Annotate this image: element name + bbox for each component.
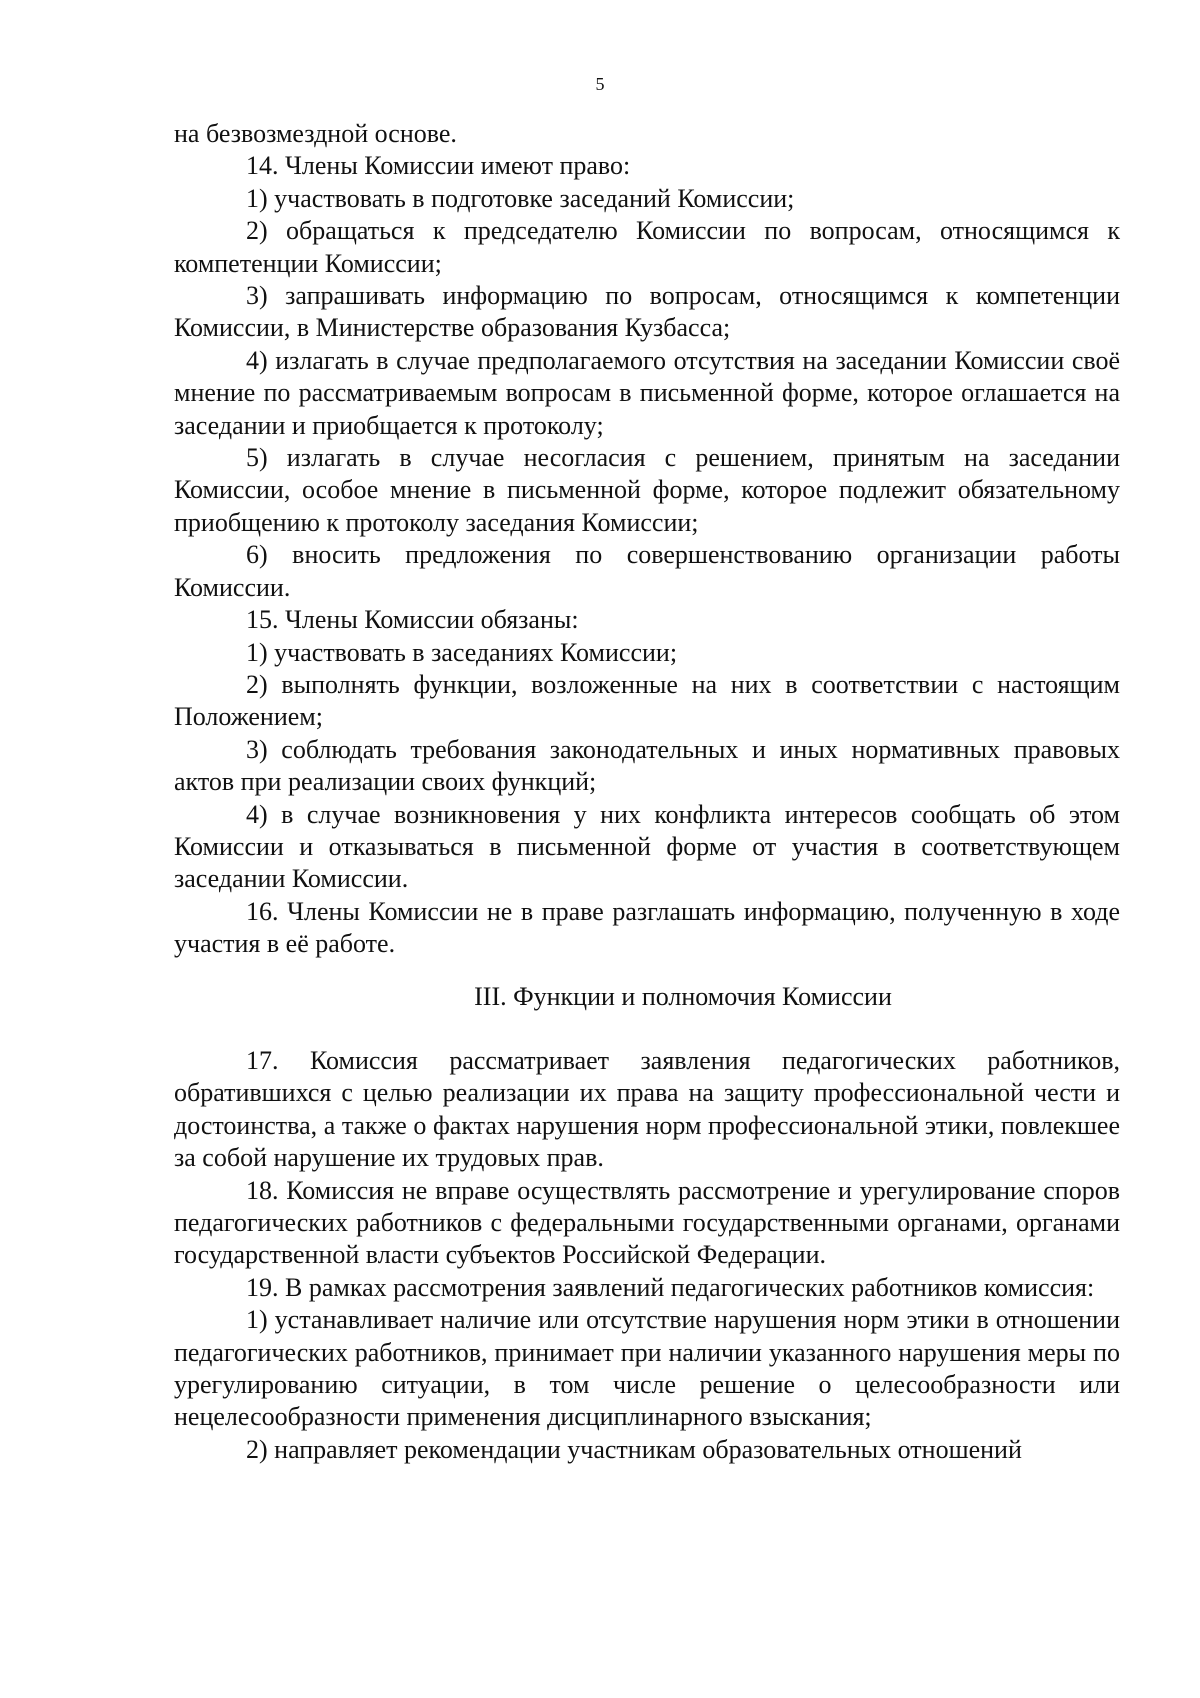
paragraph: 4) в случае возникновения у них конфликта интересов сообщать об этом Комиссии и отказываться в письменной форме от участия в соответствующем заседании Комиссии.	[174, 799, 1120, 894]
paragraph: 16. Члены Комиссии не в праве разглашать информацию, полученную в ходе участия в её работе.	[174, 896, 1120, 959]
paragraph: 18. Комиссия не вправе осуществлять рассмотрение и урегулирование споров педагогических работников с федеральными государственными органами, органами государственной власти субъектов Российской Федерации.	[174, 1175, 1120, 1270]
paragraph: 1) участвовать в заседаниях Комиссии;	[246, 637, 678, 667]
paragraph: 1) участвовать в подготовке заседаний Комиссии;	[246, 183, 795, 213]
paragraph: 17. Комиссия рассматривает заявления педагогических работников, обратившихся с целью реализации их права на защиту профессиональной чести и достоинства, а также о фактах нарушения норм профессиональной этики, повлекшее за собой нарушение их трудовых прав.	[174, 1045, 1120, 1173]
section-title: III. Функции и полномочия Комиссии	[474, 981, 892, 1011]
paragraph: 6) вносить предложения по совершенствованию организации работы Комиссии.	[174, 540, 1120, 602]
paragraph: 2) выполнять функции, возложенные на них в соответствии с настоящим Положением;	[174, 669, 1120, 732]
document-body	[174, 118, 1120, 1466]
paragraph: 14. Члены Комиссии имеют право:	[246, 151, 631, 181]
paragraph: 3) запрашивать информацию по вопросам, относящимся к компетенции Комиссии, в Министерстве образования Кузбасса;	[174, 281, 1120, 343]
paragraph: 2) направляет рекомендации участникам образовательных отношений	[246, 1434, 1022, 1464]
paragraph: 4) излагать в случае предполагаемого отсутствия на заседании Комиссии своё мнение по рассматриваемым вопросам в письменной форме, которое оглашается на заседании и приобщается к протоколу;	[174, 345, 1120, 440]
paragraph: 5) излагать в случае несогласия с решением, принятым на заседании Комиссии, особое мнение в письменной форме, которое подлежит обязательному приобщению к протоколу заседания Комиссии;	[174, 443, 1120, 537]
page-number: 5	[595, 74, 605, 94]
paragraph: 19. В рамках рассмотрения заявлений педагогических работников комиссия:	[246, 1272, 1095, 1302]
paragraph: 1) устанавливает наличие или отсутствие нарушения норм этики в отношении педагогических работников, принимает при наличии указанного нарушения меры по урегулированию ситуации, в том числе решение о целесообразности или нецелесообразности применения дисциплинарного взыскания;	[174, 1305, 1120, 1432]
paragraphs-after-section	[174, 1045, 1120, 1466]
paragraph: 2) обращаться к председателю Комиссии по вопросам, относящимся к компетенции Комиссии;	[174, 216, 1120, 278]
paragraph: 15. Члены Комиссии обязаны:	[246, 605, 579, 635]
paragraph: 3) соблюдать требования законодательных и иных нормативных правовых актов при реализации своих функций;	[174, 734, 1120, 797]
paragraph: на безвозмездной основе.	[174, 119, 457, 148]
paragraphs-before-section	[174, 118, 1120, 961]
